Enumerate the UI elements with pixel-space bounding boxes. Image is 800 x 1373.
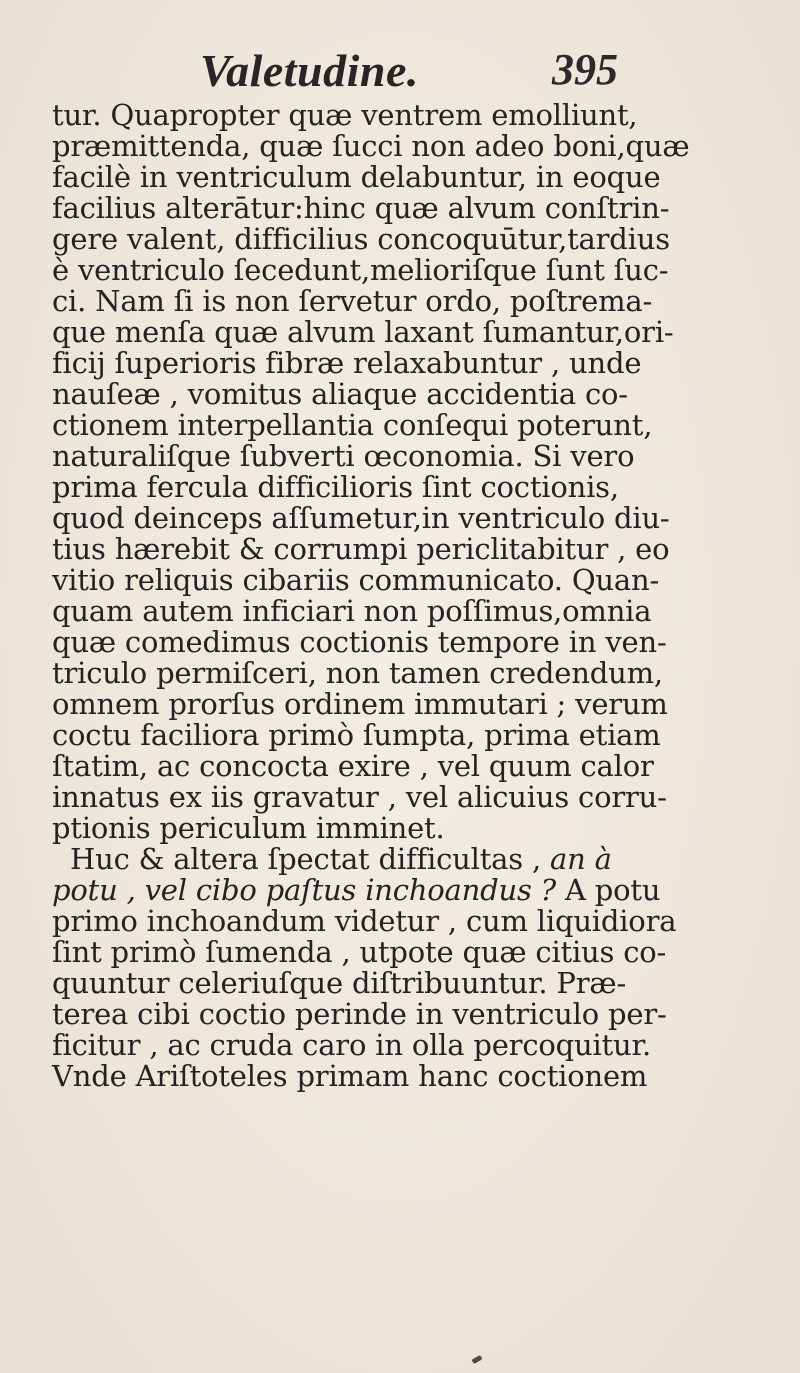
text-line: triculo permiſceri, non tamen credendum, bbox=[52, 656, 663, 690]
text-line: que menſa quæ alvum laxant ſumantur,ori- bbox=[52, 315, 674, 349]
text-line: ficitur , ac cruda caro in olla percoquitur. bbox=[52, 1028, 651, 1062]
body-text bbox=[52, 100, 792, 1092]
text-line: ptionis periculum imminet. bbox=[52, 811, 445, 845]
text-line: quæ comedimus coctionis tempore in ven- bbox=[52, 625, 667, 659]
page-number: 395 bbox=[552, 45, 618, 94]
text-line: è ventriculo ſecedunt,melioriſque ſunt ſuc- bbox=[52, 253, 669, 287]
text-line: innatus ex iis gravatur , vel alicuius corru- bbox=[52, 780, 667, 814]
text-line: tur. Quapropter quæ ventrem emolliunt, bbox=[52, 98, 638, 132]
text-line: quam autem inficiari non poſſimus,omnia bbox=[52, 594, 652, 628]
running-title: Valetudine. bbox=[200, 45, 419, 96]
text-segment: Huc & altera ſpectat difficultas , bbox=[70, 842, 541, 876]
text-line: tius hærebit & corrumpi periclitabitur , eo bbox=[52, 532, 670, 566]
text-line: facilius alterātur:hinc quæ alvum conſtrin- bbox=[52, 191, 670, 225]
text-line: nauſeæ , vomitus aliaque accidentia co- bbox=[52, 377, 628, 411]
text-line: vitio reliquis cibariis communicato. Quan- bbox=[52, 563, 660, 597]
text-line: primo inchoandum videtur , cum liquidiora bbox=[52, 904, 677, 938]
text-line: prima fercula difficilioris ſint coctionis, bbox=[52, 470, 619, 504]
text-line: gere valent, difficilius concoquūtur,tardius bbox=[52, 222, 670, 256]
text-line: facilè in ventriculum delabuntur, in eoque bbox=[52, 160, 661, 194]
text-line: Vnde Ariſtoteles primam hanc coctionem bbox=[52, 1059, 648, 1093]
text-line: ficij ſuperioris fibræ relaxabuntur , unde bbox=[52, 346, 642, 380]
ink-mark bbox=[471, 1355, 482, 1364]
text-line: quod deinceps aſſumetur,in ventriculo diu- bbox=[52, 501, 670, 535]
text-line: præmittenda, quæ ſucci non adeo boni,quæ bbox=[52, 129, 690, 163]
text-line: ſtatim, ac concocta exire , vel quum calor bbox=[52, 749, 654, 783]
page-header bbox=[0, 44, 800, 104]
text-line: naturaliſque ſubverti œconomia. Si vero bbox=[52, 439, 635, 473]
text-line: coctu faciliora primò ſumpta, prima etiam bbox=[52, 718, 661, 752]
text-segment: A potu bbox=[565, 873, 661, 907]
italic-question: potu , vel cibo paſtus inchoandus ? bbox=[52, 873, 557, 907]
text-line: quuntur celeriuſque diſtribuuntur. Præ- bbox=[52, 966, 627, 1000]
text-line bbox=[52, 844, 792, 875]
text-line: ſint primò ſumenda , utpote quæ citius co- bbox=[52, 935, 667, 969]
text-line: ci. Nam ſi is non ſervetur ordo, poſtrema- bbox=[52, 284, 653, 318]
text-line bbox=[52, 875, 792, 906]
text-line: omnem prorſus ordinem immutari ; verum bbox=[52, 687, 668, 721]
text-line: ctionem interpellantia conſequi poterunt, bbox=[52, 408, 653, 442]
text-line: terea cibi coctio perinde in ventriculo per- bbox=[52, 997, 667, 1031]
italic-question: an à bbox=[550, 842, 612, 876]
